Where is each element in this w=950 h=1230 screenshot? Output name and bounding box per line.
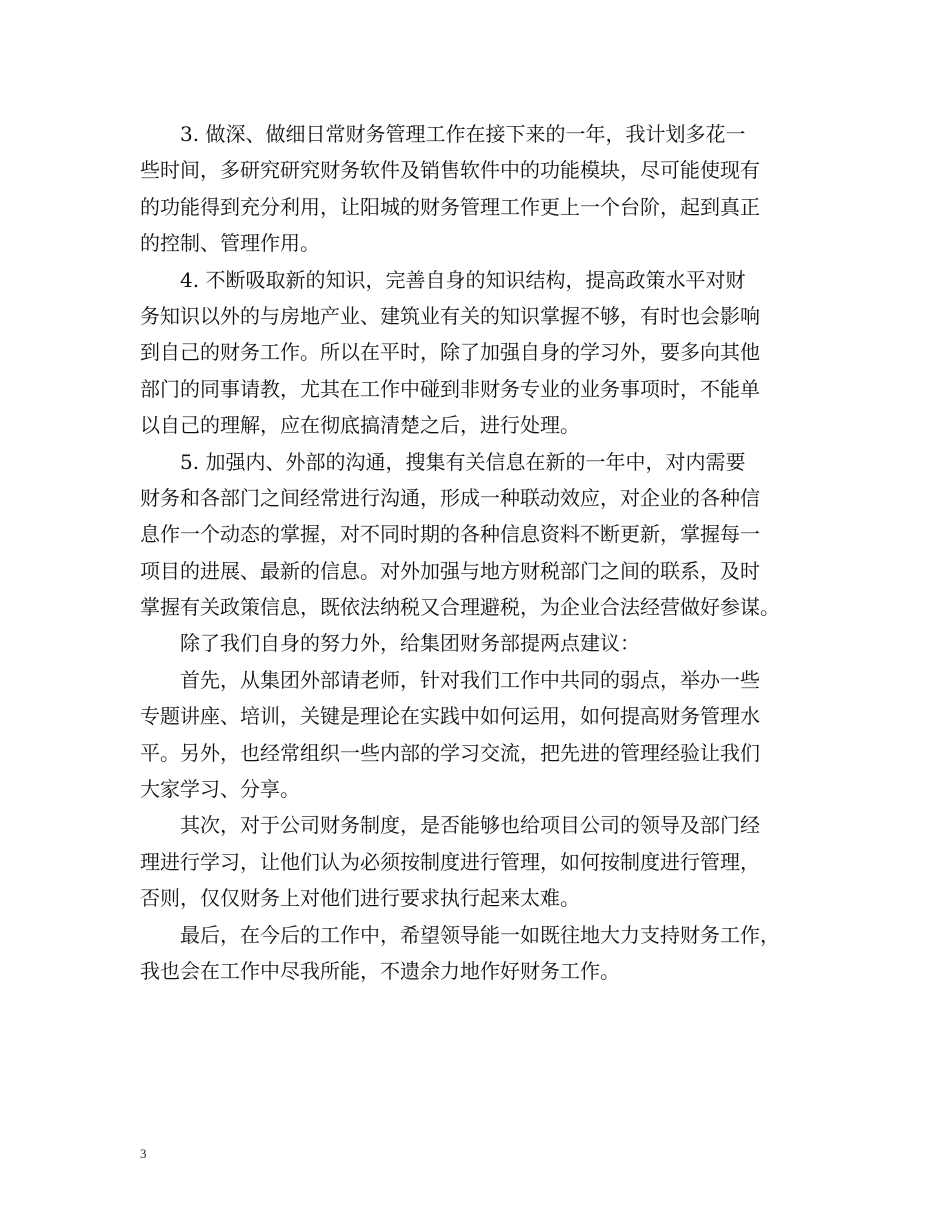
text-line: 理进行学习，让他们认为必须按制度进行管理，如何按制度进行管理，	[140, 849, 760, 874]
text-line: 我也会在工作中尽我所能，不遗余力地作好财务工作。	[140, 958, 620, 983]
text-line: 掌握有关政策信息，既依法纳税又合理避税，为企业合法经营做好参谋。	[140, 595, 780, 620]
text-line: 大家学习、分享。	[140, 777, 300, 802]
text-line: 5. 加强内、外部的沟通，搜集有关信息在新的一年中，对内需要	[180, 449, 746, 474]
text-line: 其次，对于公司财务制度，是否能够也给项目公司的领导及部门经	[180, 813, 760, 838]
text-line: 专题讲座、培训，关键是理论在实践中如何运用，如何提高财务管理水	[140, 704, 760, 729]
text-line: 务知识以外的与房地产业、建筑业有关的知识掌握不够，有时也会影响	[140, 303, 760, 328]
text-line: 3. 做深、做细日常财务管理工作在接下来的一年，我计划多花一	[180, 122, 746, 146]
text-line: 平。另外，也经常组织一些内部的学习交流，把先进的管理经验让我们	[140, 740, 760, 765]
text-line: 项目的进展、最新的信息。对外加强与地方财税部门之间的联系，及时	[140, 558, 760, 583]
text-line: 财务和各部门之间经常进行沟通，形成一种联动效应，对企业的各种信	[140, 485, 760, 510]
text-line: 否则，仅仅财务上对他们进行要求执行起来太难。	[140, 886, 580, 911]
text-line: 些时间，多研究研究财务软件及销售软件中的功能模块，尽可能使现有	[140, 158, 760, 183]
text-line: 的功能得到充分利用，让阳城的财务管理工作更上一个台阶，起到真正	[140, 194, 760, 219]
text-line: 部门的同事请教，尤其在工作中碰到非财务专业的业务事项时，不能单	[140, 376, 760, 401]
text-line: 以自己的理解，应在彻底搞清楚之后，进行处理。	[140, 413, 580, 438]
text-line: 除了我们自身的努力外，给集团财务部提两点建议：	[180, 631, 640, 656]
text-line: 的控制、管理作用。	[140, 231, 320, 256]
text-line: 息作一个动态的掌握，对不同时期的各种信息资料不断更新，掌握每一	[140, 522, 760, 547]
text-line: 首先，从集团外部请老师，针对我们工作中共同的弱点，举办一些	[180, 667, 760, 692]
text-line: 4. 不断吸取新的知识，完善自身的知识结构，提高政策水平对财	[180, 267, 746, 292]
text-line: 最后，在今后的工作中，希望领导能一如既往地大力支持财务工作，	[180, 922, 780, 947]
text-line: 到自己的财务工作。所以在平时，除了加强自身的学习外，要多向其他	[140, 340, 760, 365]
page-number: 3	[140, 1146, 147, 1161]
body-text	[140, 116, 815, 989]
